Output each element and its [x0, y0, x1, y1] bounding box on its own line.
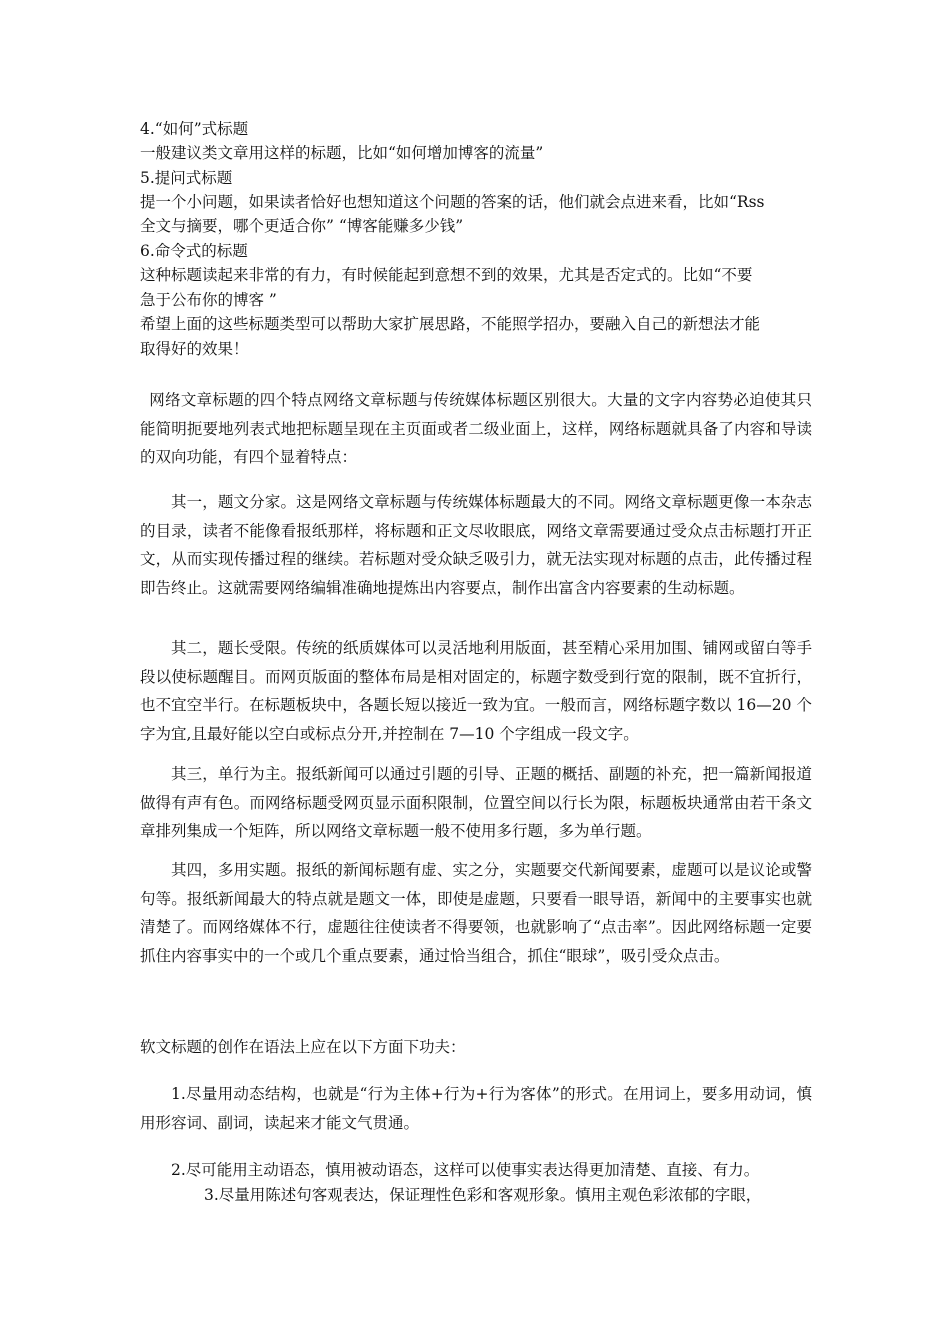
feature-paragraph-3: 其三，单行为主。报纸新闻可以通过引题的引导、正题的概括、副题的补充，把一篇新闻报道做得有声有色。而网络标题受网页显示面积限制，位置空间以行长为限，标题板块通常由若干条文章排列集成一个矩阵，所以网络文章标题一般不使用多行题，多为单行题。	[140, 765, 812, 840]
item6-heading: 6.命令式的标题	[140, 242, 248, 260]
grammar-item-3: 3.尽量用陈述句客观表达，保证理性色彩和客观形象。慎用主观色彩浓郁的字眼，	[204, 1186, 762, 1204]
grammar-heading: 软文标题的创作在语法上应在以下方面下功夫：	[140, 1038, 466, 1056]
feature-paragraph-1: 其一，题文分家。这是网络文章标题与传统媒体标题最大的不同。网络文章标题更像一本杂志的目录，读者不能像看报纸那样，将标题和正文尽收眼底，网络文章需要通过受众点击标题打开正文，从而实现传播过程的继续。若标题对受众缺乏吸引力，就无法实现对标题的点击，此传播过程即告终止。这就需要网络编辑准确地提炼出内容要点，制作出富含内容要素的生动标题。	[140, 493, 812, 597]
item6-text-line2: 急于公布你的博客 ”	[140, 291, 277, 309]
closing-line2: 取得好的效果！	[140, 340, 249, 358]
item4-text: 一般建议类文章用这样的标题，比如“如何增加博客的流量”	[140, 144, 544, 162]
grammar-item-2: 2.尽可能用主动语态，慎用被动语态，这样可以使事实表达得更加清楚、直接、有力。	[171, 1161, 760, 1179]
feature-paragraph-2: 其二，题长受限。传统的纸质媒体可以灵活地利用版面，甚至精心采用加围、铺网或留白等手段以使标题醒目。而网页版面的整体布局是相对固定的，标题字数受到行宽的限制，既不宜折行，也不宜空半行。在标题板块中，各题长短以接近一致为宜。一般而言，网络标题字数以 16—20 个字为宜,且最好能以空白或标点分开,并控制在 7—10 个字组成一段文字。	[140, 639, 812, 743]
item5-text-line1: 提一个小问题，如果读者恰好也想知道这个问题的答案的话，他们就会点进来看，比如“Rss	[140, 193, 765, 211]
features-intro: 网络文章标题的四个特点网络文章标题与传统媒体标题区别很大。大量的文字内容势必迫使其只能简明扼要地列表式地把标题呈现在主页面或者二级业面上，这样，网络标题就具备了内容和导读的双向功能，有四个显着特点：	[140, 391, 812, 466]
item6-text-line1: 这种标题读起来非常的有力，有时候能起到意想不到的效果，尤其是否定式的。比如“不要	[140, 266, 753, 284]
closing-line1: 希望上面的这些标题类型可以帮助大家扩展思路，不能照学招办，要融入自己的新想法才能	[140, 315, 761, 333]
feature-paragraph-4: 其四，多用实题。报纸的新闻标题有虚、实之分，实题要交代新闻要素，虚题可以是议论或警句等。报纸新闻最大的特点就是题文一体，即使是虚题，只要看一眼导语，新闻中的主要事实也就清楚了。而网络媒体不行，虚题往往使读者不得要领，也就影响了“点击率”。因此网络标题一定要抓住内容事实中的一个或几个重点要素，通过恰当组合，抓住“眼球”，吸引受众点击。	[140, 861, 812, 965]
grammar-item-1: 1.尽量用动态结构，也就是“行为主体+行为+行为客体”的形式。在用词上，要多用动词，慎用形容词、副词，读起来才能文气贯通。	[140, 1085, 812, 1132]
item5-heading: 5.提问式标题	[140, 169, 233, 187]
item5-text-line2: 全文与摘要，哪个更适合你” “博客能赚多少钱”	[140, 217, 464, 235]
item4-heading: 4.“如何”式标题	[140, 120, 249, 138]
